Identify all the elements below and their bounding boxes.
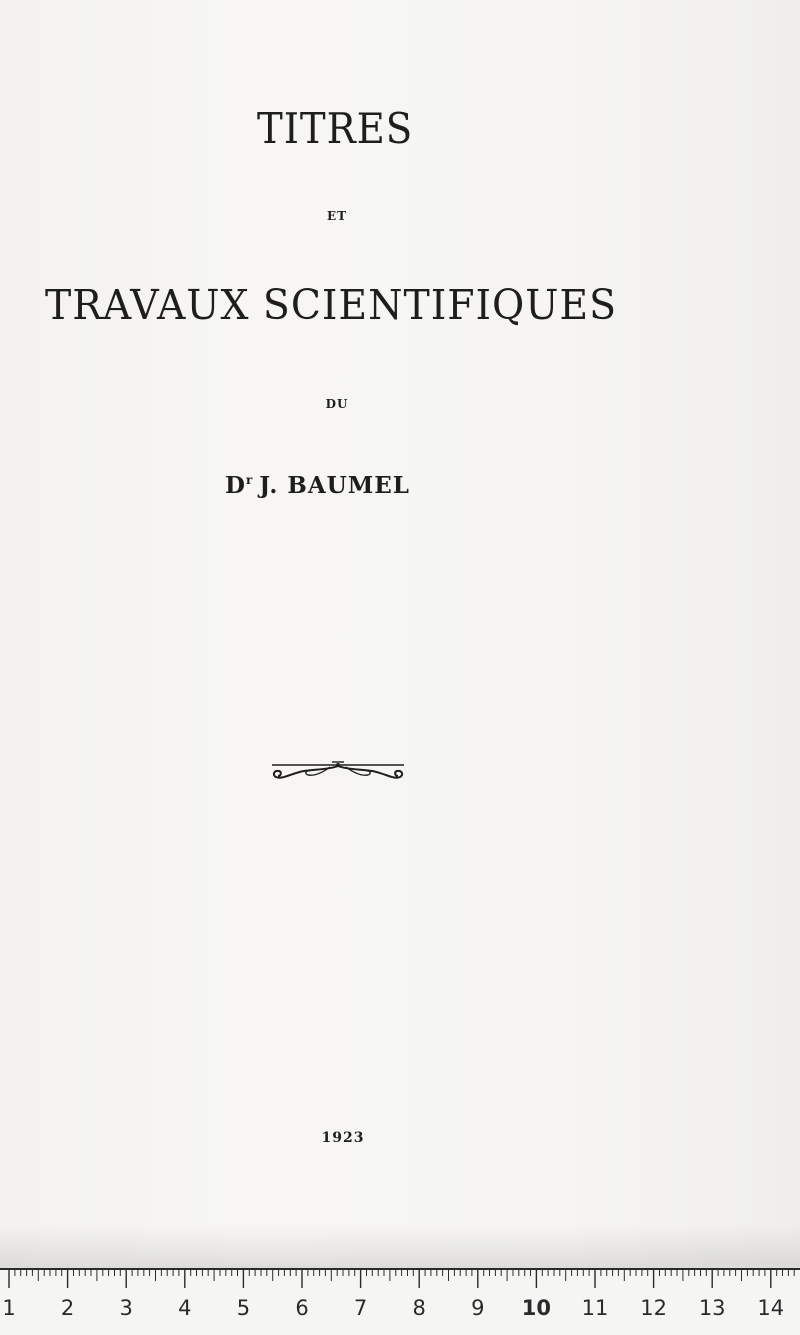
ruler-number: 11: [581, 1296, 609, 1320]
ruler-number: 1: [2, 1296, 16, 1320]
author-name: J. BAUMEL: [259, 472, 410, 499]
ruler-number: 12: [640, 1296, 667, 1320]
ruler-number: 8: [412, 1296, 426, 1320]
ruler-number: 2: [60, 1296, 75, 1320]
ruler-number: 14: [757, 1296, 785, 1320]
ornament-flourish-icon: [270, 758, 406, 786]
page-edge-shadow: [0, 1225, 800, 1270]
title-connector-et: ET: [326, 209, 348, 223]
ruler-number: 7: [353, 1296, 368, 1320]
ruler-number: 5: [236, 1296, 251, 1320]
ruler-number: 6: [295, 1296, 309, 1320]
ruler-number: 9: [471, 1296, 485, 1320]
ruler-number: 4: [178, 1296, 192, 1320]
author-name-line: [225, 472, 455, 499]
author-prefix: D: [225, 472, 246, 499]
publication-year: 1923: [321, 1130, 365, 1146]
ruler-number: 10: [521, 1296, 552, 1320]
author-prefix-sup: r: [245, 473, 254, 487]
title-line-travaux: TRAVAUX SCIENTIFIQUES: [45, 281, 617, 329]
ruler-number: 13: [698, 1296, 726, 1320]
ruler-number: 3: [119, 1296, 133, 1320]
title-preposition-du: DU: [325, 397, 349, 411]
measuring-ruler: [0, 1268, 800, 1335]
title-line-titres: TITRES: [257, 104, 414, 153]
